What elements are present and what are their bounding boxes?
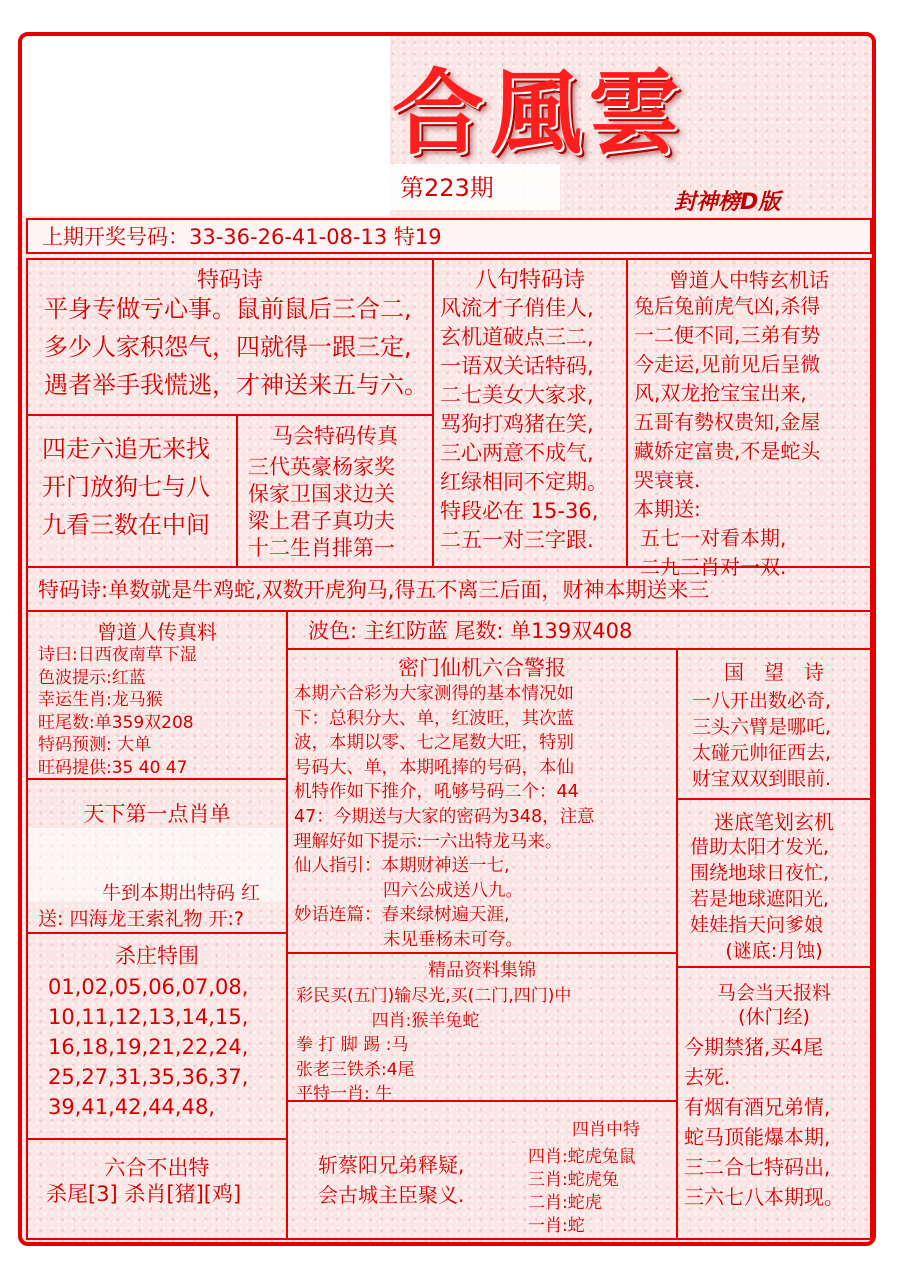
liuhe-box (26, 1138, 288, 1240)
mahui-day-box (676, 966, 872, 1240)
secret-line: 妙语连篇：春来绿树遍天涯, (294, 905, 510, 926)
kill-title: 杀庄特围 (115, 944, 199, 968)
guowang-line: 一八开出数必奇, (692, 690, 832, 712)
mizhi-line: 围绕地球日夜忙, (690, 862, 830, 884)
kill-line: 16,18,19,21,22,24, (48, 1035, 249, 1059)
riddle-four-line: 四走六追无来找 (42, 435, 210, 463)
zeng-dao-line: 兔后兔前虎气凶,杀得 (634, 294, 821, 318)
riddle-four-box (26, 414, 238, 568)
edition-label: 封神榜D版 (674, 190, 781, 215)
liuhe-line: 杀尾[3] 杀肖[猪][鸡] (46, 1182, 242, 1206)
four-zodiac-line: 四肖:蛇虎兔鼠 (528, 1147, 636, 1167)
mahui-day-line: 去死. (684, 1065, 731, 1089)
mahui-day-line: 三二合七特码出, (684, 1155, 831, 1179)
four-zodiac-title: 四肖中特 (572, 1120, 640, 1140)
guowang-title: 国 望 诗 (724, 660, 824, 684)
jingpin-box (286, 952, 678, 1102)
riddle-four-lines (42, 430, 210, 544)
eight-poem-line: 红绿相同不定期。 (440, 470, 608, 494)
kill-line: 10,11,12,13,14,15, (48, 1005, 249, 1029)
zeng-fax-box (26, 610, 288, 780)
secret-box (286, 648, 678, 954)
mahui-fax-title: 马会特码传真 (272, 424, 398, 448)
last-draw-text: 上期开奖号码：33-36-26-41-08-13 特19 (42, 225, 442, 249)
zeng-dao-title: 曾道人中特玄机话 (669, 268, 829, 292)
mahui-fax-lines (248, 454, 395, 562)
mahui-day-title: 马会当天报料 (716, 982, 831, 1004)
zeng-fax-line: 特码预测: 大单 (38, 735, 152, 755)
zeng-dao-send-label: 本期送: (634, 497, 701, 521)
zeng-fax-lines (38, 644, 197, 779)
riddle-four-line: 九看三数在中间 (42, 511, 210, 539)
guowang-line: 三头六臂是哪吒, (692, 716, 832, 738)
secret-line: 未见垂杨未可夸。 (294, 929, 524, 950)
secret-line: 波，本期以零、七之尾数大旺，特别 (294, 733, 574, 754)
zhancai-line: 斩蔡阳兄弟释疑, (318, 1153, 465, 1177)
eight-poem-line: 三心两意不成气, (440, 441, 594, 465)
jingpin-line: 平特一肖: 牛 (296, 1084, 393, 1104)
eight-poem-line: 玄机道破点三二, (440, 325, 594, 349)
eight-poem-title: 八句特码诗 (474, 268, 585, 293)
zeng-fax-line: 幸运生肖:龙马猴 (38, 690, 163, 710)
mahui-day-lines (684, 1032, 844, 1212)
banner-poem-bar (26, 566, 872, 612)
secret-line: 四六公成送八九。 (294, 880, 524, 901)
tema-poem-line: 遇者举手我慌逃，才神送来五与六。 (44, 371, 428, 399)
secret-line: 仙人指引：本期财神送一七, (294, 856, 510, 877)
header-blank-area (22, 36, 390, 216)
page-frame (18, 32, 876, 1246)
tianxia-line-2: 送: 四海龙王索礼物 开:? (38, 908, 244, 930)
mahui-day-line: 蛇马顶能爆本期, (684, 1125, 831, 1149)
zeng-fax-line: 旺尾数:单359双208 (38, 712, 194, 733)
secret-line: 理解好如下提示:一六出特龙马来。 (294, 831, 563, 852)
kill-line: 01,02,05,06,07,08, (48, 975, 249, 999)
eight-poem-line: 一语双关话特码, (440, 354, 594, 378)
mizhi-lines (690, 834, 829, 938)
tema-poem-line: 多少人家积怨气，四就得一跟三定, (44, 333, 412, 361)
four-zodiac-line: 一肖:蛇 (528, 1216, 585, 1236)
mahui-day-line: 今期禁猪,买4尾 (684, 1035, 824, 1059)
mahui-day-subtitle: (休门经) (738, 1006, 810, 1028)
mahui-fax-line: 十二生肖排第一 (248, 536, 395, 560)
zeng-fax-line: 旺码提供:35 40 47 (38, 757, 188, 778)
mahui-day-line: 有烟有酒兄弟情, (684, 1095, 831, 1119)
zeng-dao-lines (634, 292, 820, 582)
jingpin-title: 精品资料集锦 (428, 960, 536, 981)
last-draw-bar (26, 218, 872, 254)
secret-lines (294, 682, 595, 953)
header-title: 合風雲 (392, 59, 687, 167)
tema-poem-box (26, 258, 434, 416)
zhancai-line: 会古城主臣聚义. (318, 1183, 465, 1207)
eight-poem-lines (440, 294, 608, 555)
secret-line: 机特作如下推介，吼够号码二个：44 (294, 782, 579, 803)
mahui-fax-line: 梁上君子真功夫 (248, 509, 395, 533)
zeng-dao-line: 一二便不同,三弟有势 (634, 323, 821, 347)
zeng-dao-line: 风,双龙抢宝宝出来, (634, 381, 807, 405)
guowang-lines (692, 688, 831, 792)
mizhi-line: 若是地球遮阳光, (690, 888, 830, 910)
eight-poem-box (432, 258, 628, 568)
four-zodiac-line: 三肖:蛇虎兔 (528, 1170, 619, 1190)
tema-poem-title: 特码诗 (196, 268, 263, 293)
tema-poem-lines (44, 290, 428, 404)
kill-line: 39,41,42,44,48, (48, 1095, 215, 1119)
zhancai-lines (318, 1150, 464, 1210)
zeng-fax-title: 曾道人传真料 (97, 620, 217, 644)
secret-line: 下：总积分大、单，红波旺，其次蓝 (294, 708, 574, 729)
zeng-dao-line: 今走运,见前见后呈微 (634, 352, 821, 376)
jingpin-line: 四肖:猴羊兔蛇 (296, 1010, 480, 1031)
mizhi-line: 借助太阳才发光, (690, 836, 830, 858)
zeng-fax-line: 色波提示:红蓝 (38, 667, 146, 688)
secret-line: 本期六合彩为大家测得的基本情况如 (294, 684, 574, 704)
four-zodiac-line: 二肖:蛇虎 (528, 1193, 602, 1213)
banner-poem-text: 特码诗:单数就是牛鸡蛇,双数开虎狗马,得五不离三后面，财神本期送来三 (38, 578, 710, 602)
zhancai-box (286, 1100, 678, 1240)
riddle-four-line: 开门放狗七与八 (42, 473, 210, 501)
zeng-dao-line: 藏娇定富贵,不是蛇头 (634, 439, 821, 463)
zeng-dao-line: 五哥有勢权贵知,金屋 (634, 410, 821, 434)
tianxia-box (26, 778, 288, 934)
tianxia-title: 天下第一点肖单 (83, 802, 231, 826)
guowang-line: 太碰元帅征西去, (692, 742, 832, 764)
mizhi-title: 迷底笔划玄机 (714, 810, 834, 834)
secret-line: 47：今期送与大家的密码为348，注意 (294, 806, 595, 827)
secret-title: 密门仙机六合警报 (398, 656, 566, 680)
mizhi-line: 娃娃指天问爹娘 (690, 914, 824, 936)
mahui-day-line: 三六七八本期现。 (684, 1185, 844, 1209)
kill-lines (48, 972, 248, 1122)
eight-poem-line: 风流才子俏佳人, (440, 296, 594, 320)
mahui-fax-box (236, 414, 434, 568)
mahui-fax-line: 保家卫国求边关 (248, 482, 395, 506)
eight-poem-line: 特段必在 15-36, (440, 499, 599, 523)
zeng-dao-box (626, 258, 872, 579)
zeng-dao-send-line: 五七一对看本期, (640, 526, 787, 550)
jingpin-line: 彩民买(五门)输尽光,买(二门,四门)中 (296, 986, 572, 1006)
liuhe-title: 六合不出特 (104, 1156, 210, 1180)
eight-poem-line: 二七美女大家求, (440, 383, 594, 407)
zeng-fax-line: 诗曰:日西夜南草下湿 (38, 645, 197, 665)
eight-poem-line: 二五一对三字跟. (440, 528, 594, 552)
guowang-line: 财宝双双到眼前. (692, 768, 832, 790)
eight-poem-line: 骂狗打鸡猪在笑, (440, 412, 594, 436)
secret-line: 号码大、单，本期吼捧的号码，本仙 (294, 757, 574, 778)
wave-text: 波色: 主红防蓝 尾数: 单139双408 (308, 619, 633, 643)
jingpin-line: 拳 打 脚 踢 :马 (296, 1035, 409, 1055)
four-zodiac-lines (528, 1146, 636, 1238)
jingpin-lines (296, 984, 571, 1107)
mizhi-box (676, 798, 872, 968)
mahui-fax-line: 三代英豪杨家奖 (248, 455, 395, 479)
jingpin-line: 张老三铁杀:4尾 (296, 1059, 415, 1080)
kill-line: 25,27,31,35,36,37, (48, 1065, 249, 1089)
tema-poem-line: 平身专做亏心事。鼠前鼠后三合二, (44, 295, 412, 323)
zeng-dao-send-line: 二九三肖对一双. (640, 555, 787, 579)
mizhi-answer: (谜底:月蚀) (725, 940, 823, 962)
guowang-box (676, 648, 872, 800)
kill-box (26, 932, 288, 1140)
wave-bar (286, 610, 872, 650)
issue-number: 第223期 (400, 174, 494, 202)
zeng-dao-line: 哭衰衰. (634, 468, 701, 492)
tianxia-line-1: 牛到本期出特码 红 (102, 882, 261, 904)
